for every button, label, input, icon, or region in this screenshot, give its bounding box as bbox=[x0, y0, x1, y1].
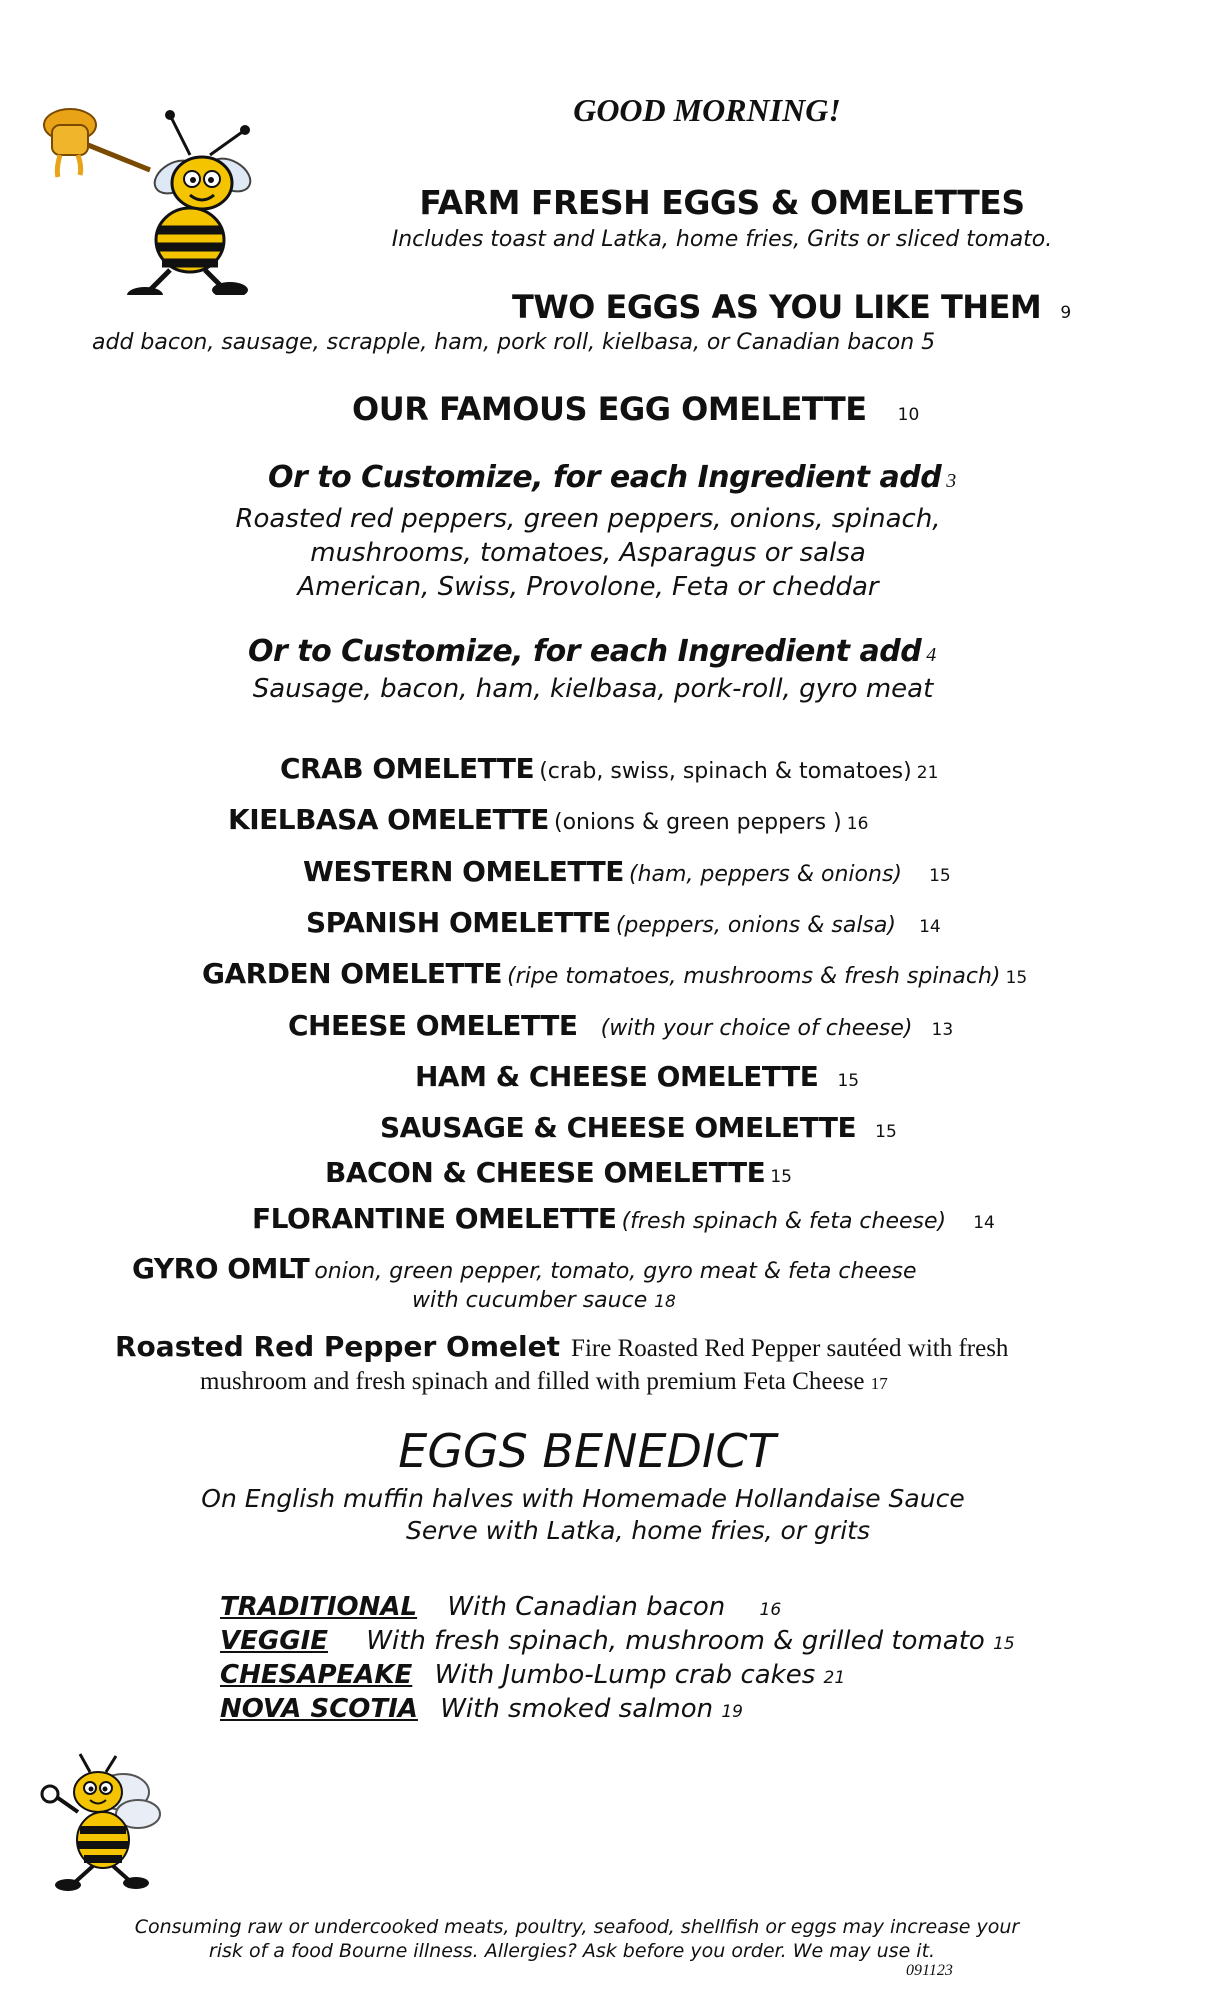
item-desc: (with your choice of cheese) bbox=[600, 1016, 913, 1041]
omelette-item bbox=[280, 752, 938, 785]
item-desc: (fresh spinach & feta cheese) bbox=[621, 1209, 947, 1234]
customize-title: Or to Customize, for each Ingredient add bbox=[248, 634, 922, 669]
item-price: 14 bbox=[973, 1213, 995, 1233]
item-desc: (crab, swiss, spinach & tomatoes) bbox=[539, 759, 912, 784]
item-name: FLORANTINE OMELETTE bbox=[252, 1202, 617, 1235]
item-price: 15 bbox=[1005, 968, 1028, 988]
item-price: 21 bbox=[916, 763, 939, 783]
menu-code: 091123 bbox=[906, 1962, 953, 1979]
item-name: CHEESE OMELETTE bbox=[288, 1009, 578, 1042]
item-desc: onion, green pepper, tomato, gyro meat & feta cheese bbox=[314, 1259, 917, 1284]
item-price: 15 bbox=[875, 1122, 897, 1142]
item-price: 16 bbox=[759, 1600, 782, 1620]
item-name: TRADITIONAL bbox=[220, 1592, 418, 1622]
ingredient-line: Roasted red peppers, green peppers, onions, spinach, bbox=[235, 504, 941, 534]
item-price: 16 bbox=[846, 814, 869, 834]
allergy-notice: Consuming raw or undercooked meats, poultry, seafood, shellfish or eggs may increase your bbox=[134, 1916, 1020, 1938]
gyro-desc-line2 bbox=[412, 1288, 676, 1313]
item-desc: with cucumber sauce bbox=[412, 1288, 648, 1313]
item-price: 13 bbox=[931, 1020, 954, 1040]
customize-price: 3 bbox=[946, 470, 957, 492]
customize-title: Or to Customize, for each Ingredient add bbox=[268, 460, 942, 495]
item-name: GARDEN OMELETTE bbox=[202, 957, 502, 990]
item-desc: (ripe tomatoes, mushrooms & fresh spinach) bbox=[507, 964, 1001, 989]
item-price: 15 bbox=[837, 1071, 860, 1091]
omelette-item bbox=[325, 1156, 792, 1189]
item-desc: (peppers, onions & salsa) bbox=[615, 913, 896, 938]
customize-heading bbox=[268, 460, 956, 495]
item-name: OUR FAMOUS EGG OMELETTE bbox=[352, 390, 867, 428]
omelette-item bbox=[202, 957, 1027, 990]
ingredient-line: mushrooms, tomatoes, Asparagus or salsa bbox=[310, 538, 866, 568]
item-name: KIELBASA OMELETTE bbox=[228, 803, 549, 836]
customize-price: 4 bbox=[926, 644, 937, 666]
item-price: 19 bbox=[721, 1702, 743, 1722]
benedict-item bbox=[220, 1694, 743, 1724]
item-name: SPANISH OMELETTE bbox=[306, 906, 611, 939]
ingredient-line: Sausage, bacon, ham, kielbasa, pork-roll, gyro meat bbox=[252, 674, 934, 704]
item-price: 14 bbox=[919, 917, 941, 937]
omelette-item bbox=[288, 1009, 953, 1042]
benedict-subtitle: On English muffin halves with Homemade Hollandaise Sauce bbox=[201, 1484, 965, 1513]
item-desc: With Jumbo-Lump crab cakes bbox=[434, 1660, 816, 1690]
item-name: HAM & CHEESE OMELETTE bbox=[415, 1060, 819, 1093]
red-pepper-desc-line2 bbox=[200, 1368, 888, 1396]
greeting: GOOD MORNING! bbox=[573, 92, 841, 128]
item-name: BACON & CHEESE OMELETTE bbox=[325, 1156, 766, 1189]
item-price: 15 bbox=[929, 866, 951, 886]
item-price: 15 bbox=[993, 1634, 1015, 1654]
item-price: 21 bbox=[823, 1668, 846, 1688]
omelette-item bbox=[306, 906, 941, 939]
item-name: TWO EGGS AS YOU LIKE THEM bbox=[512, 288, 1042, 326]
customize-list bbox=[0, 674, 1214, 704]
benedict-item bbox=[220, 1592, 781, 1622]
item-name: NOVA SCOTIA bbox=[220, 1694, 418, 1724]
benedict-subtitle: Serve with Latka, home fries, or grits bbox=[406, 1516, 870, 1545]
customize-list bbox=[0, 502, 1214, 604]
item-price: 9 bbox=[1060, 303, 1072, 323]
item-desc: With smoked salmon bbox=[440, 1694, 714, 1724]
item-name: VEGGIE bbox=[220, 1626, 328, 1656]
item-name: CHESAPEAKE bbox=[220, 1660, 413, 1690]
section-subtitle: Includes toast and Latka, home fries, Grits or sliced tomato. bbox=[391, 227, 1053, 252]
menu-item-famous-omelette bbox=[352, 390, 919, 428]
bee-waving-icon bbox=[28, 1752, 168, 1892]
item-price: 18 bbox=[654, 1292, 676, 1312]
two-eggs-addon bbox=[92, 330, 935, 355]
item-desc: With Canadian bacon bbox=[447, 1592, 726, 1622]
menu-item-two-eggs bbox=[512, 288, 1071, 326]
omelette-item bbox=[303, 855, 951, 888]
item-price: 10 bbox=[897, 405, 920, 425]
omelette-item bbox=[380, 1111, 897, 1144]
customize-heading bbox=[248, 634, 936, 669]
menu-item-red-pepper bbox=[115, 1330, 1008, 1363]
section-title: FARM FRESH EGGS & OMELETTES bbox=[419, 183, 1025, 222]
item-desc: mushroom and fresh spinach and filled with premium Feta Cheese bbox=[200, 1368, 865, 1395]
item-name: SAUSAGE & CHEESE OMELETTE bbox=[380, 1111, 857, 1144]
benedict-item bbox=[220, 1626, 1015, 1656]
allergy-notice: risk of a food Bourne illness. Allergies? Ask before you order. We may use it. bbox=[208, 1940, 936, 1962]
item-price: 15 bbox=[770, 1167, 792, 1187]
menu-item-gyro bbox=[132, 1252, 916, 1285]
benedict-item bbox=[220, 1660, 845, 1690]
ingredient-line: American, Swiss, Provolone, Feta or cheddar bbox=[297, 572, 879, 602]
benedict-title: EGGS BENEDICT bbox=[398, 1424, 776, 1478]
item-desc: With fresh spinach, mushroom & grilled tomato bbox=[366, 1626, 985, 1656]
item-name: CRAB OMELETTE bbox=[280, 752, 535, 785]
item-name: WESTERN OMELETTE bbox=[303, 855, 624, 888]
item-desc: (ham, peppers & onions) bbox=[628, 862, 902, 887]
item-name: GYRO OMLT bbox=[132, 1252, 310, 1285]
omelette-item bbox=[415, 1060, 859, 1093]
omelette-item bbox=[228, 803, 868, 836]
item-name: Roasted Red Pepper Omelet bbox=[115, 1330, 560, 1363]
addon-price: 5 bbox=[921, 330, 936, 355]
item-price: 17 bbox=[870, 1374, 888, 1393]
item-desc: (onions & green peppers ) bbox=[554, 810, 842, 835]
omelette-item bbox=[252, 1202, 995, 1235]
item-desc: Fire Roasted Red Pepper sautéed with fresh bbox=[571, 1335, 1009, 1362]
addon-text: add bacon, sausage, scrapple, ham, pork roll, kielbasa, or Canadian bacon bbox=[92, 330, 915, 355]
